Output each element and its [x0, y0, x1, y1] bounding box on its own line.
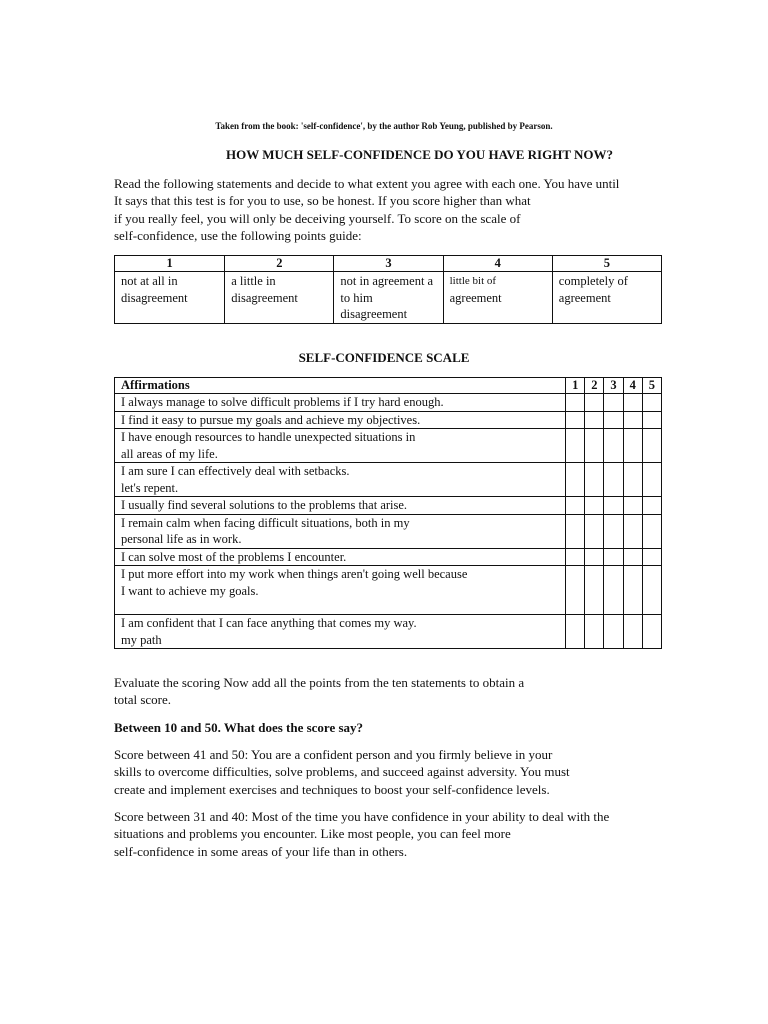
scoring-line: total score. [114, 692, 172, 708]
score-cell[interactable] [585, 463, 604, 497]
table-row [115, 394, 662, 412]
affirmation-text [115, 429, 566, 463]
guide-description-line: agreement [449, 290, 502, 305]
score-cell[interactable] [623, 514, 642, 548]
score-cell[interactable] [642, 514, 661, 548]
affirmation-text [115, 463, 566, 497]
score-cell[interactable] [566, 615, 585, 649]
score-cell[interactable] [642, 615, 661, 649]
table-row [115, 615, 662, 649]
guide-description-line: completely of [558, 274, 628, 288]
score-cell[interactable] [585, 429, 604, 463]
affirmation-line: let's repent. [121, 480, 179, 495]
score-cell[interactable] [642, 548, 661, 566]
score-column-header: 4 [623, 378, 642, 394]
affirmation-line: I always manage to solve difficult problems if I try hard enough. [121, 395, 444, 409]
score-line: Score between 41 and 50: You are a confident person and you firmly believe in your [114, 747, 553, 762]
affirmation-line: personal life as in work. [121, 532, 242, 546]
points-guide-table [114, 255, 662, 324]
affirmation-line: I find it easy to pursue my goals and achieve my objectives. [121, 412, 421, 427]
table-row [115, 411, 662, 429]
scale-header-row [115, 378, 662, 394]
score-cell[interactable] [623, 497, 642, 515]
scoring-line: Evaluate the scoring Now add all the points from the ten statements to obtain a [114, 675, 525, 690]
score-41-50-paragraph [114, 746, 694, 798]
affirmation-line: I can solve most of the problems I encounter. [121, 549, 347, 564]
score-cell[interactable] [566, 411, 585, 429]
intro-paragraph [114, 175, 674, 244]
score-cell[interactable] [585, 566, 604, 615]
affirmation-line: I want to achieve my goals. [121, 583, 259, 598]
score-column-header: 3 [604, 378, 623, 394]
score-cell[interactable] [585, 615, 604, 649]
table-row [115, 566, 662, 615]
self-confidence-scale-table [114, 377, 662, 649]
affirmation-line: I usually find several solutions to the problems that arise. [121, 498, 408, 512]
guide-description [225, 272, 334, 324]
score-cell[interactable] [604, 566, 623, 615]
affirmation-text [115, 548, 566, 566]
score-line: self-confidence in some areas of your life than in others. [114, 843, 408, 859]
score-cell[interactable] [585, 411, 604, 429]
intro-line: self-confidence, use the following points guide: [114, 227, 362, 243]
score-cell[interactable] [566, 394, 585, 412]
affirmation-text [115, 514, 566, 548]
affirmation-line: I remain calm when facing difficult situations, both in my [121, 515, 410, 530]
score-column-header: 5 [642, 378, 661, 394]
score-line: skills to overcome difficulties, solve problems, and succeed against adversity. You must [114, 764, 570, 780]
score-cell[interactable] [642, 497, 661, 515]
score-cell[interactable] [566, 566, 585, 615]
table-row [115, 497, 662, 515]
score-cell[interactable] [604, 615, 623, 649]
score-cell[interactable] [642, 463, 661, 497]
guide-description-line: little bit of [449, 275, 497, 287]
score-cell[interactable] [604, 514, 623, 548]
guide-description-line: agreement [558, 290, 611, 305]
score-heading: Between 10 and 50. What does the score say? [114, 720, 364, 735]
guide-description-line: a little in [231, 274, 276, 288]
score-cell[interactable] [585, 548, 604, 566]
scoring-instructions [114, 674, 674, 709]
intro-line: Read the following statements and decide to what extent you agree with each one. You have until [114, 176, 620, 191]
source-note: Taken from the book: 'self-confidence', by the author Rob Yeung, published by Pearson. [215, 121, 553, 131]
guide-description [443, 272, 552, 324]
guide-description-line: disagreement [340, 307, 408, 321]
score-cell[interactable] [623, 615, 642, 649]
score-cell[interactable] [585, 394, 604, 412]
score-cell[interactable] [623, 548, 642, 566]
guide-description [115, 272, 225, 324]
affirmation-text [115, 566, 566, 615]
score-cell[interactable] [623, 429, 642, 463]
affirmation-text [115, 411, 566, 429]
table-row [115, 548, 662, 566]
guide-description [552, 272, 661, 324]
score-cell[interactable] [604, 497, 623, 515]
table-row [115, 463, 662, 497]
scale-title: SELF-CONFIDENCE SCALE [298, 350, 470, 365]
affirmation-text [115, 615, 566, 649]
score-cell[interactable] [604, 429, 623, 463]
score-cell[interactable] [604, 463, 623, 497]
affirmation-text [115, 394, 566, 412]
score-cell[interactable] [604, 394, 623, 412]
table-row [115, 514, 662, 548]
score-cell[interactable] [566, 548, 585, 566]
score-31-40-paragraph [114, 808, 694, 860]
score-cell[interactable] [566, 514, 585, 548]
score-cell[interactable] [604, 411, 623, 429]
guide-number: 2 [225, 256, 334, 272]
guide-number: 5 [552, 256, 661, 272]
score-cell[interactable] [566, 429, 585, 463]
score-cell[interactable] [604, 548, 623, 566]
guide-description-line: to him [340, 290, 373, 305]
score-cell[interactable] [623, 463, 642, 497]
affirmation-line: my path [121, 632, 162, 647]
affirmation-line: I put more effort into my work when things aren't going well because [121, 567, 468, 581]
score-cell[interactable] [566, 463, 585, 497]
score-cell[interactable] [623, 566, 642, 615]
affirmation-line: I am confident that I can face anything that comes my way. [121, 616, 417, 630]
guide-description [334, 272, 443, 324]
guide-number: 4 [443, 256, 552, 272]
score-column-header: 1 [566, 378, 585, 394]
affirmation-line: I have enough resources to handle unexpected situations in [121, 430, 416, 444]
score-cell[interactable] [642, 429, 661, 463]
guide-number: 3 [334, 256, 443, 272]
score-cell[interactable] [642, 394, 661, 412]
guide-description-line: not at all in [121, 274, 178, 288]
score-cell[interactable] [623, 411, 642, 429]
table-row [115, 429, 662, 463]
affirmation-line: I am sure I can effectively deal with setbacks. [121, 464, 350, 478]
score-cell[interactable] [623, 394, 642, 412]
score-column-header: 2 [585, 378, 604, 394]
page-title: HOW MUCH SELF-CONFIDENCE DO YOU HAVE RIGHT NOW? [226, 147, 614, 162]
score-line: Score between 31 and 40: Most of the time you have confidence in your ability to deal with the [114, 809, 610, 824]
guide-description-line: disagreement [121, 290, 188, 305]
intro-line: if you really feel, you will only be deceiving yourself. To score on the scale of [114, 210, 521, 226]
score-line: situations and problems you encounter. Like most people, you can feel more [114, 826, 511, 842]
affirmations-header: Affirmations [115, 378, 566, 394]
guide-description-line: not in agreement a [340, 274, 434, 288]
score-cell[interactable] [566, 497, 585, 515]
score-cell[interactable] [585, 514, 604, 548]
score-cell[interactable] [642, 566, 661, 615]
intro-line: It says that this test is for you to use, so be honest. If you score higher than what [114, 193, 531, 209]
score-cell[interactable] [642, 411, 661, 429]
affirmation-line: all areas of my life. [121, 446, 218, 461]
score-line: create and implement exercises and techniques to boost your self-confidence levels. [114, 781, 550, 797]
guide-number: 1 [115, 256, 225, 272]
affirmation-text [115, 497, 566, 515]
guide-description-line: disagreement [231, 290, 298, 305]
score-cell[interactable] [585, 497, 604, 515]
